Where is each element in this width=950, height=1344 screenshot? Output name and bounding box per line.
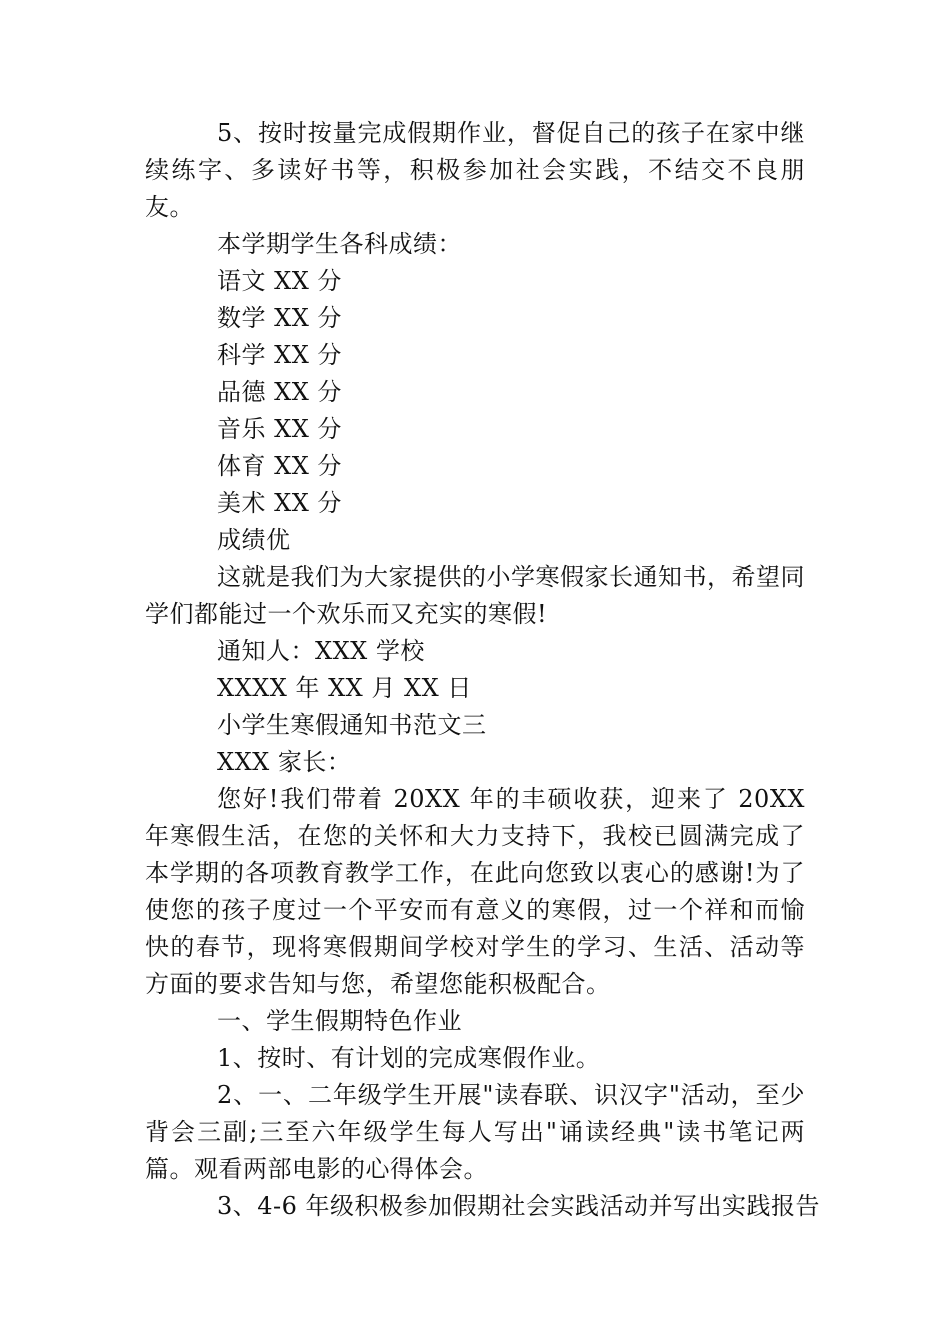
grade-music: 音乐 XX 分 (217, 415, 342, 443)
intro-paragraph: 您好!我们带着 20XX 年的丰硕收获，迎来了 20XX 年寒假生活，在您的关怀和大力支持下，我校已圆满完成了本学期的各项教育教学工作，在此向您致以衷心的感谢!为了使您的孩子度过一个平安而有意义的寒假，过一个祥和而愉快的春节，现将寒假期间学校对学生的学习、生活、活动等方面的要求告知与您，希望您能积极配合。 (145, 785, 805, 998)
section-1-item-3: 3、4-6 年级积极参加假期社会实践活动并写出实践报告 (217, 1192, 821, 1220)
grade-math: 数学 XX 分 (217, 304, 342, 332)
overall-grade: 成绩优 (217, 526, 291, 554)
date-line: XXXX 年 XX 月 XX 日 (217, 674, 472, 702)
section-1-item-2: 2、一、二年级学生开展"读春联、识汉字"活动，至少背会三副;三至六年级学生每人写出"诵读经典"读书笔记两篇。观看两部电影的心得体会。 (145, 1081, 805, 1183)
closing-paragraph: 这就是我们为大家提供的小学寒假家长通知书，希望同学们都能过一个欢乐而又充实的寒假! (145, 563, 805, 628)
grade-art: 美术 XX 分 (217, 489, 342, 517)
document-body (145, 115, 821, 1225)
grades-heading: 本学期学生各科成绩： (217, 230, 462, 258)
section-1-item-1: 1、按时、有计划的完成寒假作业。 (217, 1044, 601, 1072)
sample-title: 小学生寒假通知书范文三 (217, 711, 487, 739)
grade-pe: 体育 XX 分 (217, 452, 342, 480)
item-5-paragraph: 5、按时按量完成假期作业，督促自己的孩子在家中继续练字、多读好书等，积极参加社会实践，不结交不良朋友。 (145, 119, 805, 221)
salutation: XXX 家长： (217, 748, 352, 776)
grade-science: 科学 XX 分 (217, 341, 342, 369)
section-1-title: 一、学生假期特色作业 (217, 1007, 462, 1035)
notifier-line: 通知人：XXX 学校 (217, 637, 425, 665)
grade-morality: 品德 XX 分 (217, 378, 342, 406)
grade-chinese: 语文 XX 分 (217, 267, 342, 295)
